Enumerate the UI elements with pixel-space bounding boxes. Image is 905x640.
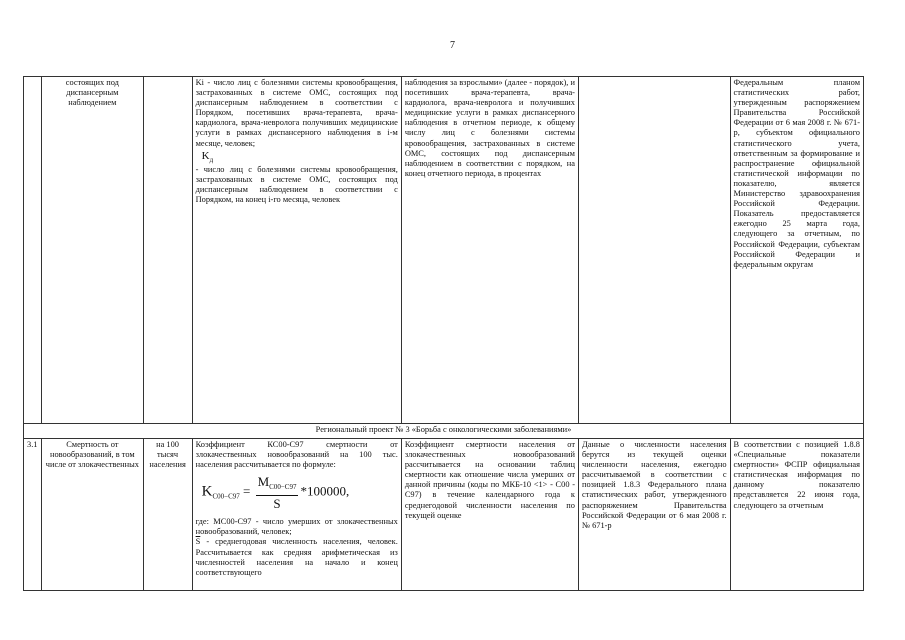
cell-number: 3.1 — [24, 439, 42, 591]
method-where: где: МС00-С97 - число умерших от злокачественных новообразований, человек; — [195, 517, 398, 537]
cell-definition: наблюдения за взрослыми» (далее - порядок), и посетивших врача-терапевта, врача-кардиолога, врача-невролога и получивших медицинские услуги в рамках диспансерного наблюдения в отчетном периоде, к общему числу лиц с болезнями системы кровообращения, застрахованных в системе ОМС, состоящих под диспансерным наблюдением в соответствии с порядком, на конец отчетного периода, в процентах — [401, 77, 578, 424]
cell-method — [192, 77, 401, 424]
cell-unit — [143, 77, 192, 424]
indicators-table — [23, 76, 864, 591]
method-intro: Коэффициент КС00-С97 смертности от злокачественных новообразований на 100 тыс. населения рассчитывается по формуле: — [195, 440, 398, 470]
cell-organization: В соответствии с позицией 1.8.8 «Специальные показатели смертности» ФСПР официальная статистическая информация по данному показателю представляется 22 июня года, следующего за отчетным — [730, 439, 863, 591]
section-header-row — [24, 424, 864, 439]
cell-method — [192, 439, 401, 591]
cell-unit: на 100 тысяч населения — [143, 439, 192, 591]
cell-organization: Федеральным планом статистических работ, утвержденным распоряжением Правительства Российской Федерации от 6 мая 2008 г. № 671-р, субъектом официального статистического учета, ответственным за формирование и распространение официальной статистической информации по показателю, является Министерство здравоохранения Российской Федерации. Показатель предоставляется ежегодно 25 марта года, следующего за отчетным, по Российской Федерации, субъектам Российской Федерации и федеральным округам — [730, 77, 863, 424]
table-row — [24, 439, 864, 591]
cell-source: Данные о численности населения берутся из текущей оценки численности населения, ежегодно рассчитываемой в соответствии с позицией 1.8.3 Федерального плана статистических работ, утвержденного распоряжением Правительства Российской Федерации от 6 мая 2008 г. № 671-р — [578, 439, 730, 591]
mortality-formula: $K_{C00-C97}$ = $\frac{M_{C00-C97}}{S}$ *100000, — [201, 474, 350, 512]
section-title: Региональный проект № 3 «Борьба с онкологическими заболеваниями» — [24, 424, 864, 439]
method-text: Ki - число лиц с болезнями системы кровообращения, застрахованных в системе ОМС, состоящих под диспансерным наблюдением в соответствии с Порядком, посетивших врача-терапевта, врача-кардиолога, врача-невролога получивших медицинские услуги в рамках диспансерного наблюдения в i-м месяце, человек; — [195, 78, 398, 148]
page-number: 7 — [450, 40, 455, 51]
cell-indicator-name: состоящих под диспансерным наблюдением — [42, 77, 143, 424]
cell-number — [24, 77, 42, 424]
cell-definition: Коэффициент смертности населения от злокачественных новообразований рассчитывается на основании таблиц смертности как отношение числа умерших от данной причины (коды по МКБ-10 <1> - С00 - С97) в течение календарного года к среднегодовой численности населения по текущей оценке — [401, 439, 578, 591]
kd-symbol: $K_д$ — [201, 149, 214, 164]
table-row — [24, 77, 864, 424]
method-text-continued: - число лиц с болезнями системы кровообращения, застрахованных в системе ОМС, состоящих под диспансерным наблюдением в соответствии с Порядком, на конец i-го месяца, человек — [195, 164, 398, 205]
method-s-definition: $\overline{S}$ - среднегодовая численность населения, человек. Рассчитывается как средняя арифметическая из численностей населения на начало и конец соответствующего — [195, 537, 398, 577]
cell-indicator-name: Смертность от новообразований, в том числе от злокачественных — [42, 439, 143, 591]
cell-source — [578, 77, 730, 424]
